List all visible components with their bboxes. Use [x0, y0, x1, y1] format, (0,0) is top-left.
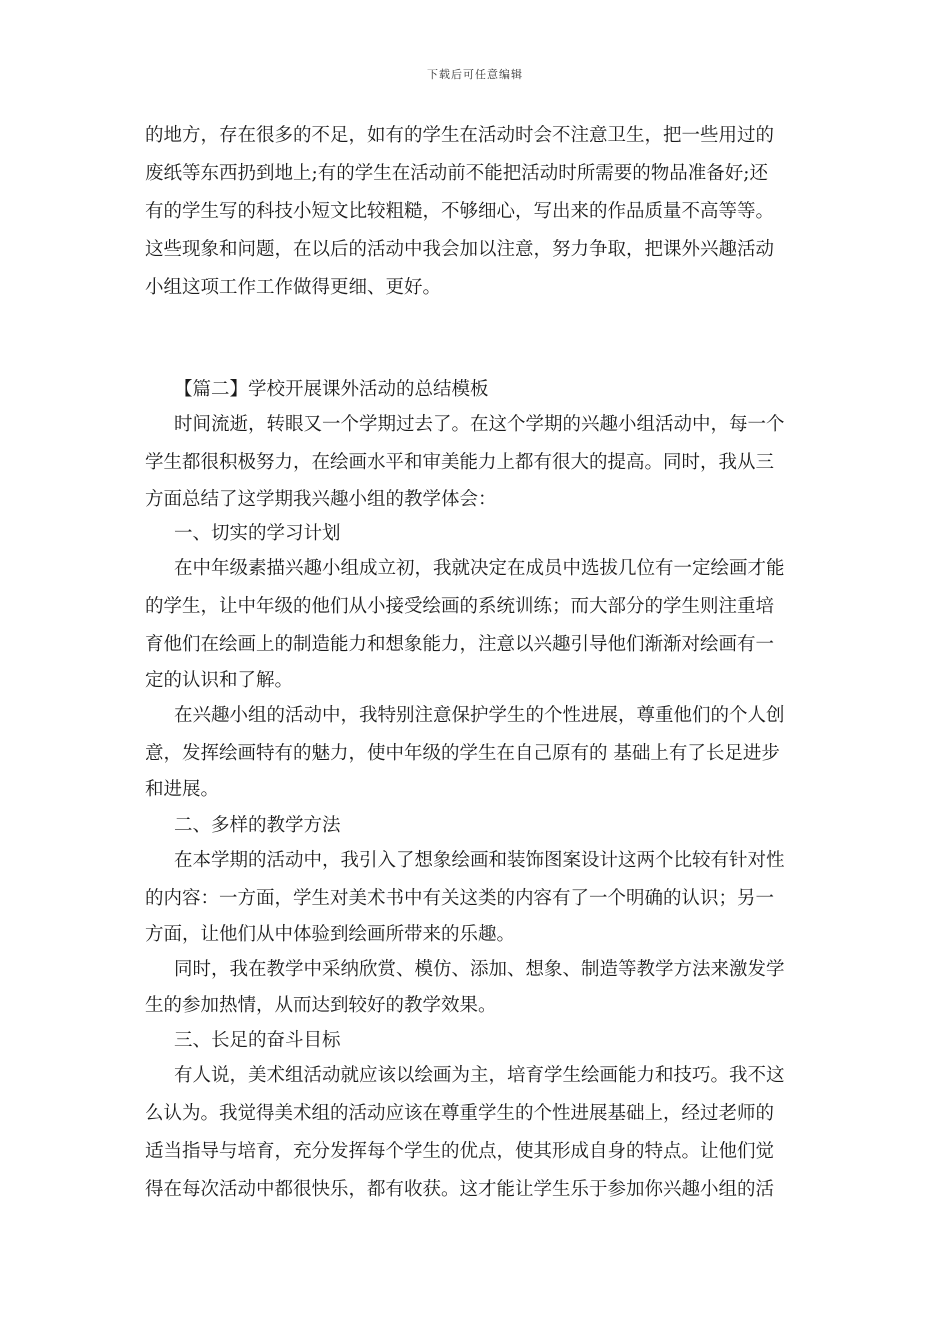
paragraph-line: 和进展。	[145, 779, 220, 800]
section-heading: 二、多样的教学方法	[174, 815, 341, 836]
paragraph-line: 定的认识和了解。	[145, 670, 294, 691]
paragraph-line: 方面，让他们从中体验到绘画所带来的乐趣。	[145, 924, 516, 945]
paragraph-line: 同时，我在教学中采纳欣赏、模仿、添加、想象、制造等教学方法来激发学	[174, 959, 785, 980]
paragraph-line: 小组这项工作工作做得更细、更好。	[145, 277, 442, 298]
paragraph-line: 的内容：一方面，学生对美术书中有关这类的内容有了一个明确的认识；另一	[145, 888, 775, 909]
section-heading: 一、切实的学习计划	[174, 523, 341, 544]
paragraph-line: 适当指导与培育，充分发挥每个学生的优点，使其形成自身的特点。让他们觉	[145, 1141, 775, 1162]
section-heading: 三、长足的奋斗目标	[174, 1030, 341, 1051]
paragraph-line: 在本学期的活动中，我引入了想象绘画和装饰图案设计这两个比较有针对性	[174, 850, 785, 871]
paragraph-line: 这些现象和问题，在以后的活动中我会加以注意，努力争取，把课外兴趣活动	[145, 239, 775, 260]
paragraph-line: 有的学生写的科技小短文比较粗糙，不够细心，写出来的作品质量不高等等。	[145, 201, 775, 222]
paragraph-line: 么认为。我觉得美术组的活动应该在尊重学生的个性进展基础上，经过老师的	[145, 1103, 775, 1124]
paragraph-line: 废纸等东西扔到地上;有的学生在活动前不能把活动时所需要的物品准备好;还	[145, 163, 768, 184]
paragraph-line: 方面总结了这学期我兴趣小组的教学体会：	[145, 489, 497, 510]
paragraph-line: 育他们在绘画上的制造能力和想象能力，注意以兴趣引导他们渐渐对绘画有一	[145, 634, 775, 655]
paragraph-line: 时间流逝，转眼又一个学期过去了。在这个学期的兴趣小组活动中，每一个	[174, 414, 785, 435]
paragraph-line: 生的参加热情，从而达到较好的教学效果。	[145, 995, 497, 1016]
article-title: 【篇二】学校开展课外活动的总结模板	[174, 379, 489, 400]
paragraph-line: 得在每次活动中都很快乐，都有收获。这才能让学生乐于参加你兴趣小组的活	[145, 1179, 775, 1200]
paragraph-line: 意，发挥绘画特有的魅力，使中年级的学生在自己原有的 基础上有了长足进步	[145, 743, 780, 764]
paragraph-line: 有人说，美术组活动就应该以绘画为主，培育学生绘画能力和技巧。我不这	[174, 1065, 785, 1086]
paragraph-line: 的学生，让中年级的他们从小接受绘画的系统训练；而大部分的学生则注重培	[145, 596, 775, 617]
paragraph-line: 在兴趣小组的活动中，我特别注意保护学生的个性进展，尊重他们的个人创	[174, 705, 785, 726]
paragraph-line: 的地方，存在很多的不足，如有的学生在活动时会不注意卫生，把一些用过的	[145, 125, 775, 146]
paragraph-line: 在中年级素描兴趣小组成立初，我就决定在成员中选拔几位有一定绘画才能	[174, 558, 785, 579]
page-header-note: 下载后可任意编辑	[427, 68, 523, 81]
paragraph-line: 学生都很积极努力，在绘画水平和审美能力上都有很大的提高。同时，我从三	[145, 452, 775, 473]
